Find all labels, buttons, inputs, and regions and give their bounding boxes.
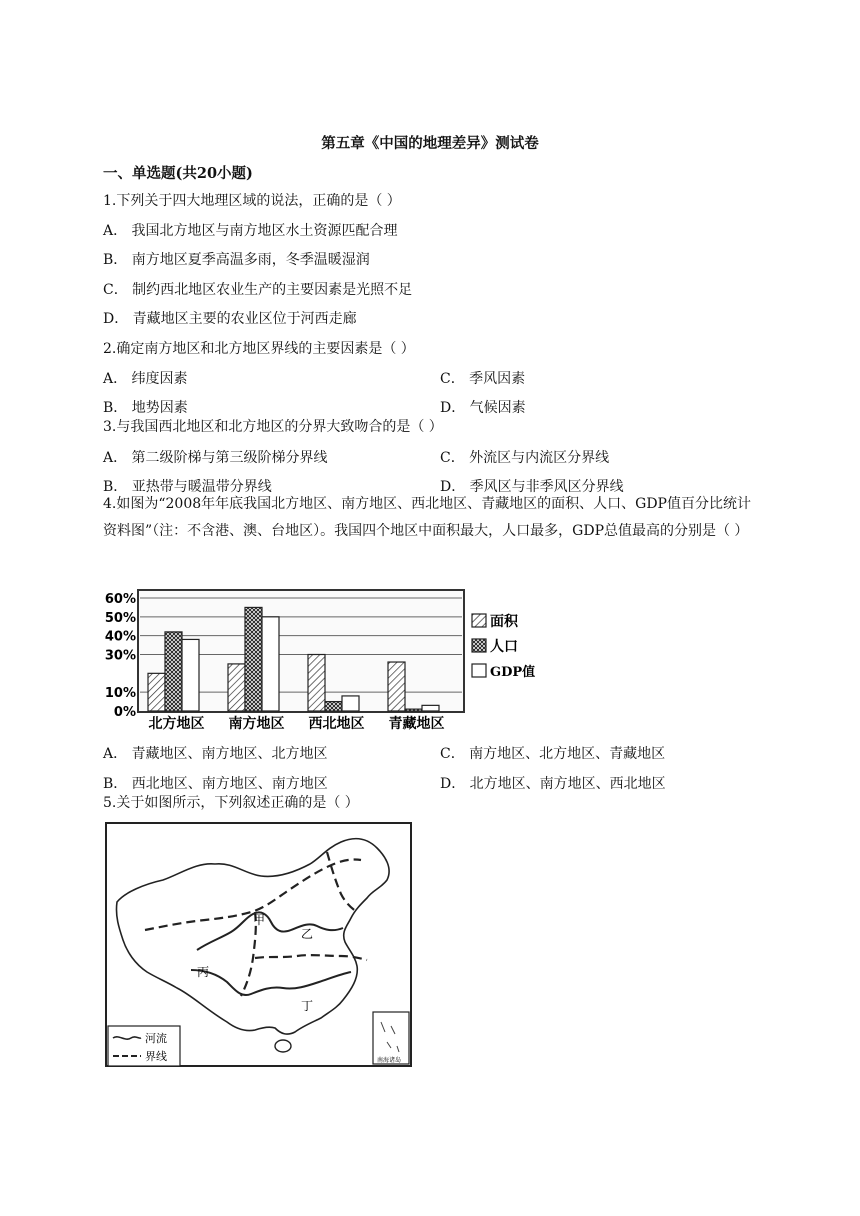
legend-river-label: 河流 <box>145 1032 167 1045</box>
bar-chart <box>100 584 545 734</box>
bar-area <box>388 662 405 711</box>
question-2-option-d: D． 气候因素 <box>440 400 526 416</box>
bar-population <box>165 632 182 711</box>
y-tick-label: 30% <box>104 648 136 664</box>
y-tick-label: 60% <box>104 592 136 607</box>
region-label-jia: 甲 <box>253 913 266 927</box>
question-4-option-d: D． 北方地区、南方地区、西北地区 <box>440 776 666 792</box>
bar-area <box>308 655 325 712</box>
x-tick-label: 青藏地区 <box>388 716 445 732</box>
bar-gdp <box>342 696 359 711</box>
chart-legend <box>472 613 535 680</box>
question-3-option-a: A． 第二级阶梯与第三级阶梯分界线 <box>103 450 328 466</box>
legend-swatch-area <box>472 614 486 627</box>
question-2-option-c: C． 季风因素 <box>440 371 526 387</box>
y-tick-label: 10% <box>104 686 136 702</box>
bar-gdp <box>262 617 279 711</box>
y-tick-label: 0% <box>113 705 136 720</box>
legend-label-area: 面积 <box>490 614 518 630</box>
question-1-option-b: B． 南方地区夏季高温多雨，冬季温暖湿润 <box>103 252 370 268</box>
bar-gdp <box>422 705 439 711</box>
question-1-option-d: D． 青藏地区主要的农业区位于河西走廊 <box>103 311 357 327</box>
question-4-stem: 4.如图为“2008年年底我国北方地区、南方地区、西北地区、青藏地区的面积、人口、GDP值百分比统计资料图”（注：不含港、澳、台地区）。我国四个地区中面积最大，人口最多，GDP总值最高的分别是（ ） <box>103 496 751 539</box>
question-4-option-b: B． 西北地区、南方地区、南方地区 <box>103 776 328 792</box>
x-tick-label: 北方地区 <box>148 716 205 732</box>
question-2-option-b: B． 地势因素 <box>103 400 188 416</box>
question-1-option-c: C． 制约西北地区农业生产的主要因素是光照不足 <box>103 282 413 298</box>
bar-area <box>148 673 165 711</box>
region-label-bing: 丙 <box>197 965 210 979</box>
x-axis-labels <box>149 715 445 732</box>
question-4-option-a: A． 青藏地区、南方地区、北方地区 <box>103 746 328 762</box>
region-label-ding: 丁 <box>301 999 314 1013</box>
bar-area <box>228 664 245 711</box>
legend-boundary-label: 界线 <box>145 1050 167 1063</box>
question-1-stem: 1.下列关于四大地理区域的说法，正确的是（ ） <box>103 193 401 209</box>
y-tick-label: 50% <box>104 610 136 626</box>
question-3-option-d: D． 季风区与非季风区分界线 <box>440 479 624 495</box>
map-legend <box>108 1026 180 1066</box>
question-2-stem: 2.确定南方地区和北方地区界线的主要因素是（ ） <box>103 341 415 357</box>
bar-population <box>325 702 342 711</box>
bar-population <box>405 709 422 711</box>
region-label-yi: 乙 <box>301 927 314 941</box>
question-1-option-a: A． 我国北方地区与南方地区水土资源匹配合理 <box>103 223 398 239</box>
question-3-option-b: B． 亚热带与暖温带分界线 <box>103 479 272 495</box>
bar-gdp <box>182 639 199 711</box>
legend-swatch-gdp <box>472 664 486 677</box>
legend-label-gdp: GDP值 <box>490 665 536 680</box>
question-2-option-a: A． 纬度因素 <box>103 371 188 387</box>
question-4-option-c: C． 南方地区、北方地区、青藏地区 <box>440 746 666 762</box>
inset-label: 南海诸岛 <box>377 1057 402 1064</box>
bar-population <box>245 607 262 711</box>
section-heading: 一、单选题(共20小题) <box>103 165 253 182</box>
page-title: 第五章《中国的地理差异》测试卷 <box>321 135 539 152</box>
question-5-stem: 5.关于如图所示，下列叙述正确的是（ ） <box>103 795 359 811</box>
legend-swatch-population <box>472 639 486 652</box>
question-3-option-c: C． 外流区与内流区分界线 <box>440 450 610 466</box>
question-3-stem: 3.与我国西北地区和北方地区的分界大致吻合的是（ ） <box>103 419 443 435</box>
y-axis-ticks <box>105 592 136 720</box>
china-regions-map <box>105 822 413 1068</box>
x-tick-label: 西北地区 <box>308 716 365 732</box>
legend-label-population: 人口 <box>490 639 518 655</box>
y-tick-label: 40% <box>104 629 136 645</box>
x-tick-label: 南方地区 <box>228 716 285 732</box>
